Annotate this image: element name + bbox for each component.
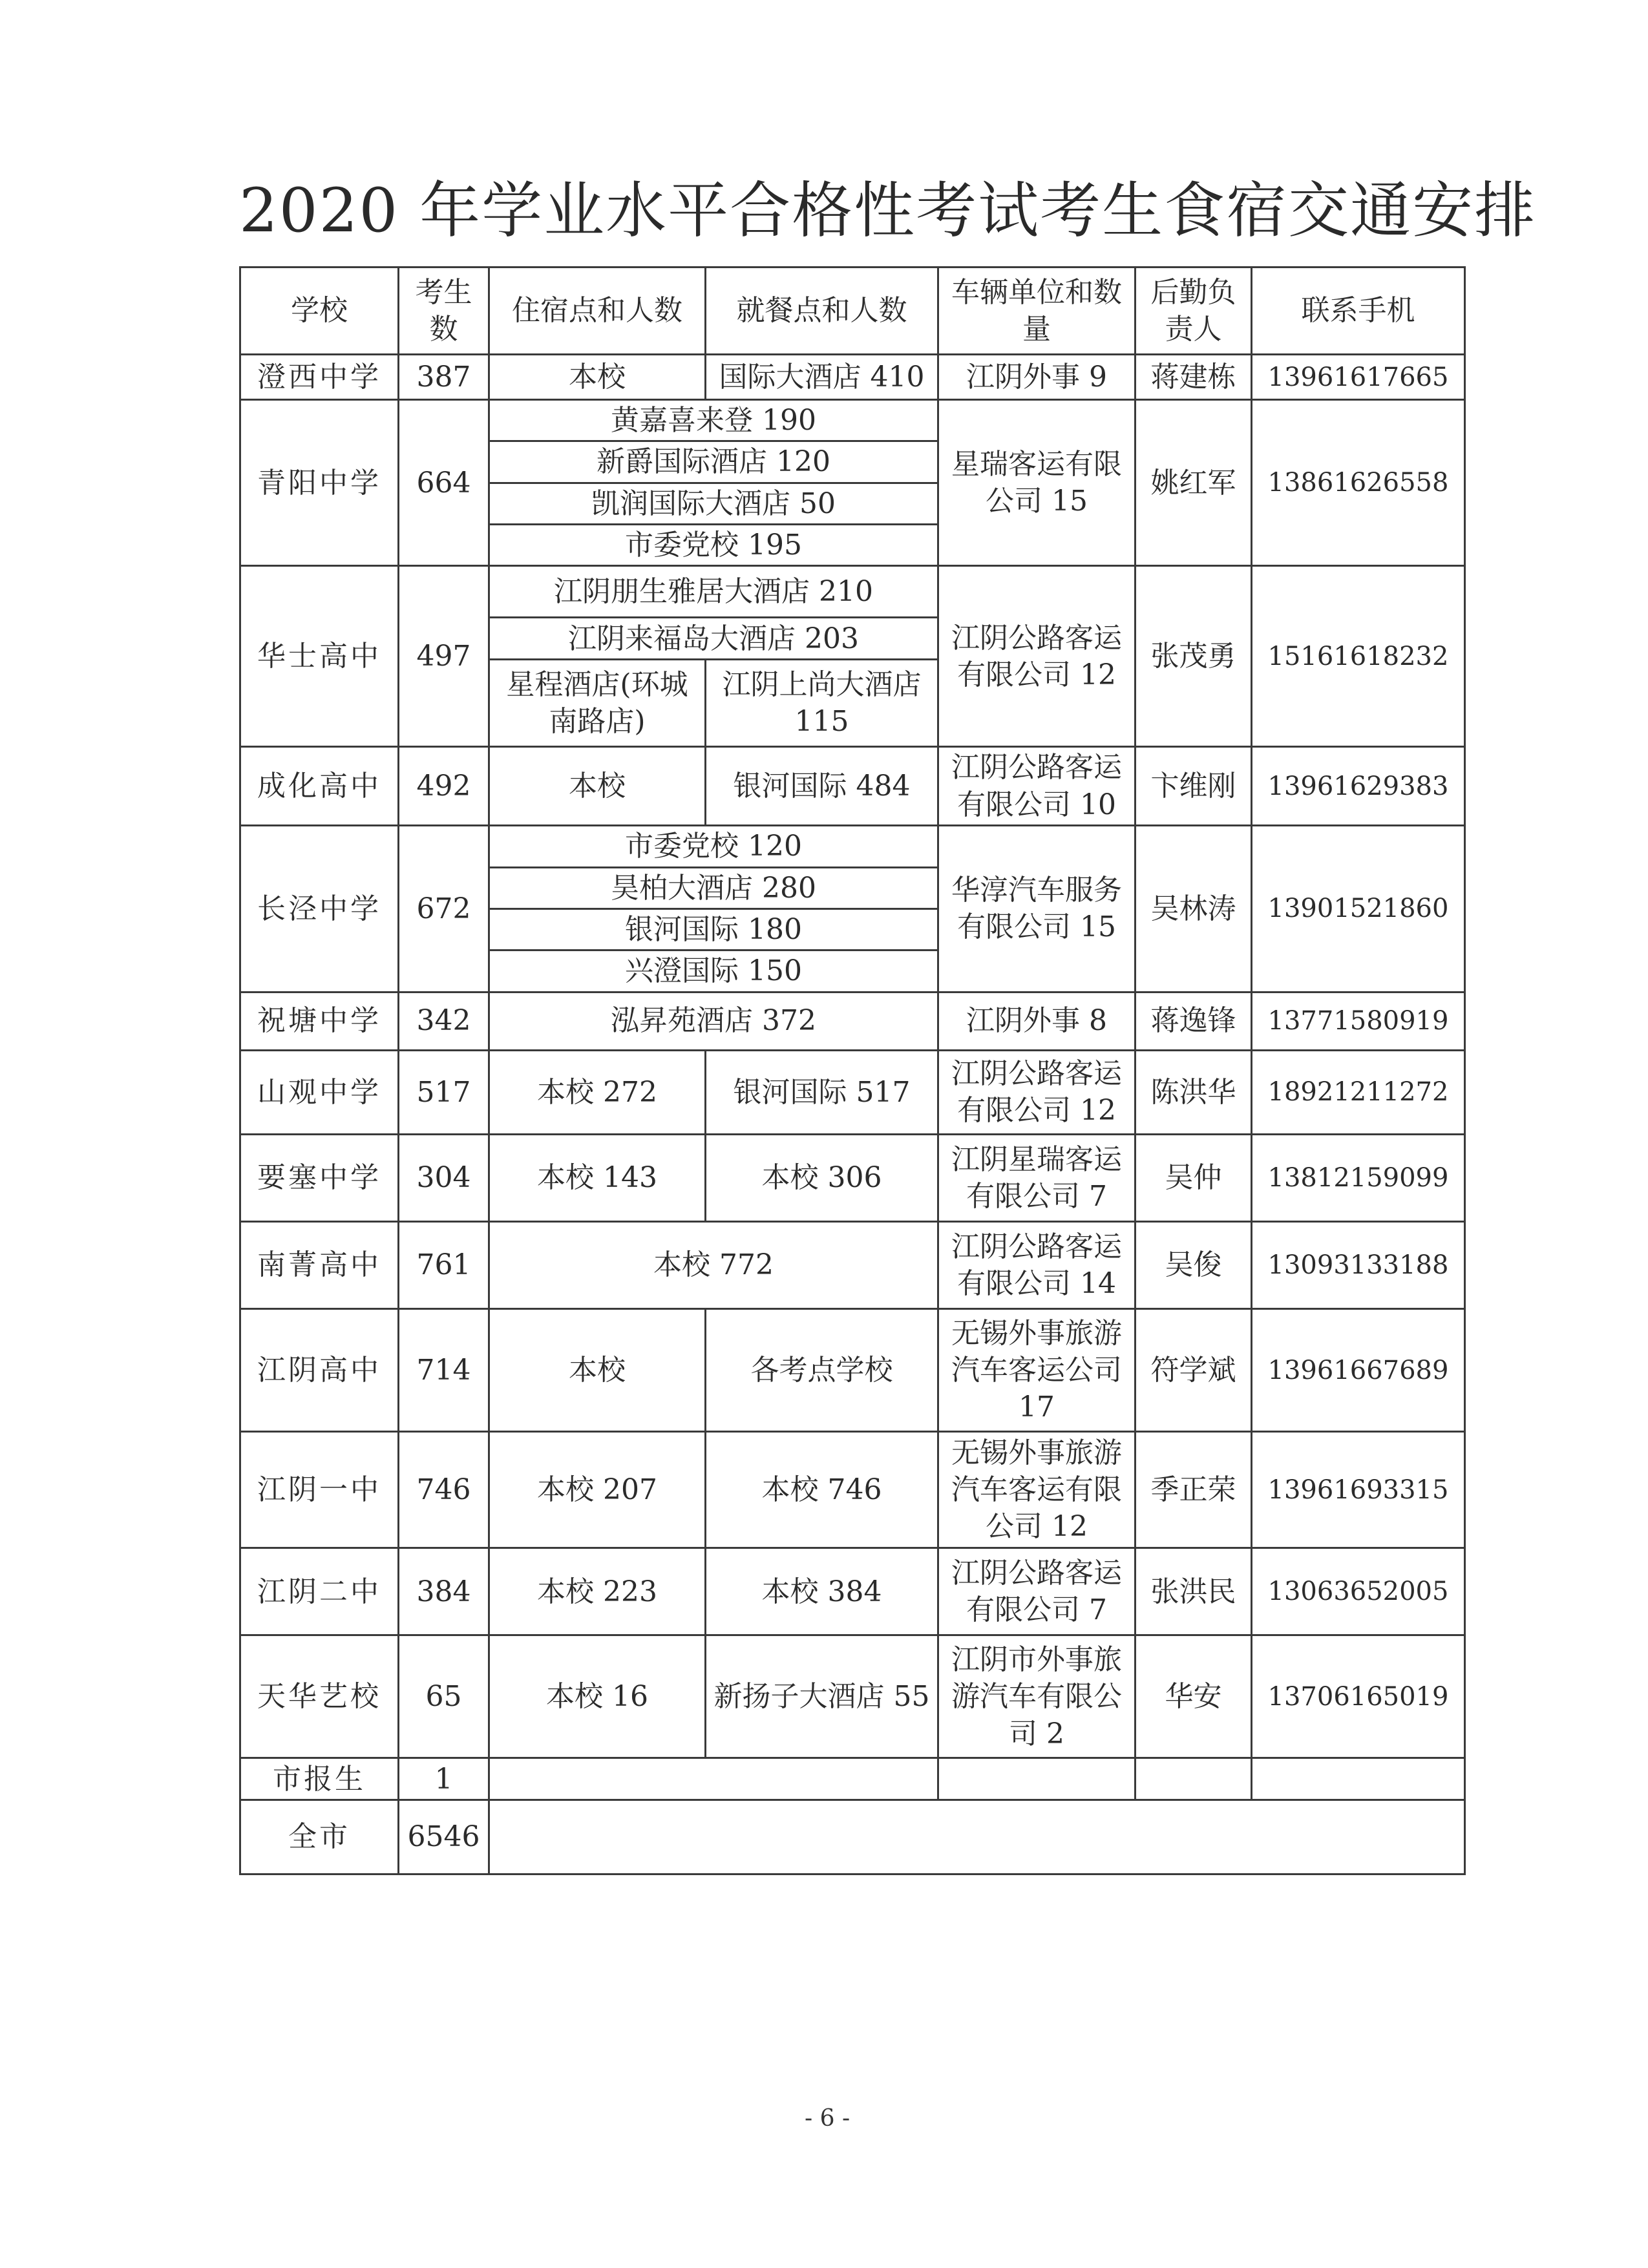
school-cell: 全市 [240,1800,399,1874]
table-row [240,992,1465,1050]
school-cell: 青阳中学 [240,400,399,566]
table-row [240,1134,1465,1221]
vehicle-cell: 江阴星瑞客运有限公司 7 [938,1134,1136,1221]
table-row [240,825,1465,867]
lodging-cell: 本校 772 [489,1221,938,1308]
table-row [240,1758,1465,1800]
students-cell: 304 [399,1134,489,1221]
students-cell: 517 [399,1050,489,1134]
table-row [240,747,1465,825]
lodging-cell: 昊柏大酒店 280 [489,867,938,908]
students-cell: 497 [399,566,489,747]
lodging-cell: 泓昇苑酒店 372 [489,992,938,1050]
lodging-cell: 本校 223 [489,1548,706,1635]
vehicle-cell: 江阴外事 9 [938,355,1136,400]
school-cell: 成化高中 [240,747,399,825]
school-cell: 长泾中学 [240,825,399,992]
manager-cell: 蒋逸锋 [1136,992,1252,1050]
students-cell: 65 [399,1635,489,1758]
vehicle-cell: 江阴公路客运有限公司 14 [938,1221,1136,1308]
vehicle-cell: 江阴公路客运有限公司 12 [938,1050,1136,1134]
school-cell: 山观中学 [240,1050,399,1134]
table-row [240,1221,1465,1308]
lodging-cell: 兴澄国际 150 [489,950,938,992]
table-row [240,1308,1465,1431]
students-cell: 387 [399,355,489,400]
table-row [240,1432,1465,1548]
empty-cell [489,1800,1465,1874]
empty-cell [1252,1758,1465,1800]
students-cell: 1 [399,1758,489,1800]
manager-cell: 吴仲 [1136,1134,1252,1221]
school-cell: 江阴一中 [240,1432,399,1548]
lodging-cell: 本校 272 [489,1050,706,1134]
lodging-cell: 星程酒店(环城南路店) [489,660,706,747]
school-cell: 华士高中 [240,566,399,747]
table-row [240,1800,1465,1874]
phone-cell: 13961617665 [1252,355,1465,400]
header-vehicle: 车辆单位和数量 [938,268,1136,355]
table-row [240,400,1465,441]
school-cell: 澄西中学 [240,355,399,400]
dining-cell: 银河国际 484 [706,747,938,825]
lodging-cell: 本校 207 [489,1432,706,1548]
lodging-cell: 市委党校 195 [489,524,938,565]
table-row [240,1050,1465,1134]
students-cell: 714 [399,1308,489,1431]
manager-cell: 华安 [1136,1635,1252,1758]
phone-cell: 13771580919 [1252,992,1465,1050]
students-cell: 384 [399,1548,489,1635]
phone-cell: 18921211272 [1252,1050,1465,1134]
dining-cell: 国际大酒店 410 [706,355,938,400]
students-cell: 672 [399,825,489,992]
lodging-cell: 凯润国际大酒店 50 [489,483,938,524]
manager-cell: 符学斌 [1136,1308,1252,1431]
phone-cell: 13812159099 [1252,1134,1465,1221]
phone-cell: 13861626558 [1252,400,1465,566]
manager-cell: 姚红军 [1136,400,1252,566]
header-school: 学校 [240,268,399,355]
lodging-cell: 黄嘉喜来登 190 [489,400,938,441]
empty-cell [1136,1758,1252,1800]
manager-cell: 陈洪华 [1136,1050,1252,1134]
vehicle-cell: 无锡外事旅游汽车客运公司 17 [938,1308,1136,1431]
students-cell: 342 [399,992,489,1050]
phone-cell: 13093133188 [1252,1221,1465,1308]
dining-cell: 银河国际 517 [706,1050,938,1134]
arrangement-table [239,266,1466,1875]
manager-cell: 卞维刚 [1136,747,1252,825]
phone-cell: 13961693315 [1252,1432,1465,1548]
vehicle-cell: 华淳汽车服务有限公司 15 [938,825,1136,992]
phone-cell: 13063652005 [1252,1548,1465,1635]
school-cell: 南菁高中 [240,1221,399,1308]
lodging-cell: 新爵国际酒店 120 [489,441,938,483]
lodging-cell: 本校 143 [489,1134,706,1221]
header-students: 考生数 [399,268,489,355]
header-dining: 就餐点和人数 [706,268,938,355]
lodging-cell: 本校 [489,747,706,825]
phone-cell: 13961629383 [1252,747,1465,825]
manager-cell: 张洪民 [1136,1548,1252,1635]
manager-cell: 季正荣 [1136,1432,1252,1548]
table-row [240,566,1465,618]
empty-cell [489,1758,938,1800]
lodging-cell: 江阴朋生雅居大酒店 210 [489,566,938,618]
vehicle-cell: 江阴公路客运有限公司 12 [938,566,1136,747]
page-number: - 6 - [805,2105,850,2132]
phone-cell: 15161618232 [1252,566,1465,747]
dining-cell: 各考点学校 [706,1308,938,1431]
vehicle-cell: 无锡外事旅游汽车客运有限公司 12 [938,1432,1136,1548]
header-manager: 后勤负责人 [1136,268,1252,355]
empty-cell [938,1758,1136,1800]
phone-cell: 13961667689 [1252,1308,1465,1431]
table-row [240,1635,1465,1758]
school-cell: 祝塘中学 [240,992,399,1050]
lodging-cell: 银河国际 180 [489,909,938,950]
lodging-cell: 本校 [489,355,706,400]
phone-cell: 13901521860 [1252,825,1465,992]
vehicle-cell: 江阴公路客运有限公司 7 [938,1548,1136,1635]
lodging-cell: 江阴来福岛大酒店 203 [489,618,938,660]
manager-cell: 张茂勇 [1136,566,1252,747]
school-cell: 市报生 [240,1758,399,1800]
lodging-cell: 本校 [489,1308,706,1431]
manager-cell: 蒋建栋 [1136,355,1252,400]
header-phone: 联系手机 [1252,268,1465,355]
dining-cell: 江阴上尚大酒店 115 [706,660,938,747]
header-lodging: 住宿点和人数 [489,268,706,355]
phone-cell: 13706165019 [1252,1635,1465,1758]
manager-cell: 吴俊 [1136,1221,1252,1308]
vehicle-cell: 江阴公路客运有限公司 10 [938,747,1136,825]
dining-cell: 本校 746 [706,1432,938,1548]
table-row [240,355,1465,400]
vehicle-cell: 江阴外事 8 [938,992,1136,1050]
page-title: 2020 年学业水平合格性考试考生食宿交通安排 [239,176,1537,246]
school-cell: 要塞中学 [240,1134,399,1221]
vehicle-cell: 江阴市外事旅游汽车有限公司 2 [938,1635,1136,1758]
school-cell: 江阴高中 [240,1308,399,1431]
dining-cell: 本校 306 [706,1134,938,1221]
header-row [240,268,1465,355]
lodging-cell: 市委党校 120 [489,825,938,867]
vehicle-cell: 星瑞客运有限公司 15 [938,400,1136,566]
manager-cell: 吴林涛 [1136,825,1252,992]
students-cell: 6546 [399,1800,489,1874]
table-row [240,1548,1465,1635]
students-cell: 664 [399,400,489,566]
students-cell: 746 [399,1432,489,1548]
school-cell: 江阴二中 [240,1548,399,1635]
students-cell: 761 [399,1221,489,1308]
lodging-cell: 本校 16 [489,1635,706,1758]
students-cell: 492 [399,747,489,825]
school-cell: 天华艺校 [240,1635,399,1758]
dining-cell: 本校 384 [706,1548,938,1635]
dining-cell: 新扬子大酒店 55 [706,1635,938,1758]
